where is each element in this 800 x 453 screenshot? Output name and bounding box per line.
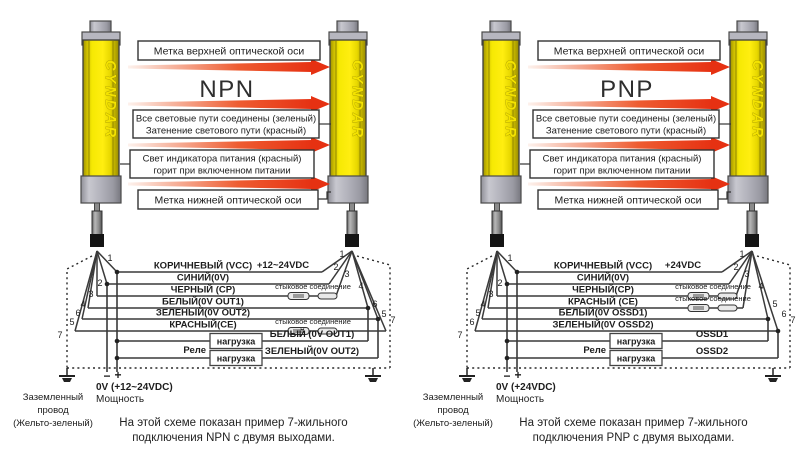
pin-number: 1 — [339, 249, 345, 259]
cable-plug-tip — [90, 234, 104, 247]
callout-text: Все световые пути соединены (зеленый) — [535, 113, 717, 125]
pin-number: 6 — [469, 317, 475, 327]
relay-label: Реле — [583, 345, 606, 356]
wire-label: ЧЕРНЫЙ (СР) — [170, 284, 236, 296]
pin-number: 4 — [480, 299, 486, 309]
cable-plug — [92, 211, 102, 235]
callout-text: Метка нижней оптической оси — [154, 194, 302, 207]
output-label: OSSD2 — [695, 346, 729, 357]
brand-text: CYNDAR — [349, 60, 365, 141]
pin-number: 6 — [75, 308, 81, 318]
pin-number: 4 — [80, 299, 86, 309]
tower-bottom-cap — [328, 176, 368, 203]
power-word-label: Мощность — [496, 394, 545, 405]
junction-dot — [776, 329, 781, 334]
power-plus-sign: + — [514, 368, 522, 382]
pin-number: 7 — [457, 330, 463, 340]
ground-symbol — [459, 368, 475, 382]
splice-sleeve-band — [293, 294, 304, 298]
wire-label: ЗЕЛЕНЫЙ(0V OUT2) — [155, 307, 251, 319]
cable-plug — [747, 211, 757, 235]
output-label: ЗЕЛЕНЫЙ(0V OUT2) — [264, 346, 360, 357]
pin-number: 6 — [781, 309, 787, 319]
junction-dot — [505, 356, 510, 361]
ground-wire-label: (Жельто-зеленый) — [13, 418, 93, 429]
transmitter-tower — [81, 21, 121, 247]
junction-dot — [505, 282, 510, 287]
arrow-body — [128, 62, 312, 72]
callout-text: Свет индикатора питания (красный) — [542, 153, 702, 165]
splice-sleeve — [318, 293, 337, 299]
arrow-head — [311, 59, 330, 75]
junction-dot — [366, 306, 371, 311]
arrow-body — [528, 179, 712, 189]
pin-number: 7 — [390, 315, 396, 325]
pin-number: 2 — [733, 262, 739, 272]
wire-label: КОРИЧНЕВЫЙ (VCC) — [153, 260, 253, 272]
tower-bottom-cap — [728, 176, 768, 203]
load-label: нагрузка — [616, 336, 656, 347]
pin-number: 5 — [772, 299, 778, 309]
pin-number: 4 — [758, 281, 764, 291]
wire-label: СИНИЙ(0V) — [176, 272, 230, 284]
wire-label: БЕЛЫЙ(0V OUT1) — [162, 296, 244, 308]
pin-number: 3 — [88, 289, 94, 299]
output-label: OSSD1 — [695, 329, 729, 340]
splice-sleeve — [718, 305, 737, 311]
pin-number: 5 — [475, 308, 481, 318]
output-label: БЕЛЫЙ (0V OUT1) — [269, 329, 355, 340]
wire-label: ЧЕРНЫЙ(СР) — [572, 284, 634, 296]
wire-label: КОРИЧНЕВЫЙ (VCC) — [553, 260, 653, 272]
receiver-tower — [728, 21, 768, 247]
splice-label: стыковое соединение — [675, 282, 751, 291]
ground-bar — [462, 378, 472, 382]
cable-plug — [347, 211, 357, 235]
panel-title: PNP — [600, 76, 654, 103]
ground-symbol — [365, 368, 381, 382]
callout-beam-status — [533, 110, 719, 138]
power-word-label: Мощность — [96, 394, 145, 405]
arrow-body — [128, 140, 312, 150]
pin-number: 3 — [344, 269, 350, 279]
callout-text: Затенение светового пути (красный) — [145, 125, 307, 137]
callout-text: Все световые пути соединены (зеленый) — [135, 113, 317, 125]
callout-bottom-axis — [538, 190, 718, 209]
pin-number: 7 — [57, 330, 63, 340]
ground-wire-label: Заземленный — [22, 392, 84, 403]
pin-number: 2 — [333, 262, 339, 272]
wire-label: СИНИЙ(0V) — [576, 272, 630, 284]
supply-voltage-label: +24VDC — [664, 260, 702, 271]
junction-dot — [515, 270, 520, 275]
load-label: нагрузка — [216, 336, 256, 347]
relay-label: Реле — [183, 345, 206, 356]
caption-line-2: подключения PNP с двумя выходами. — [532, 432, 735, 445]
splice-label: стыковое соединение — [275, 282, 351, 291]
caption-npn — [75, 416, 392, 446]
callout-text: Метка нижней оптической оси — [554, 194, 702, 207]
wire-label: БЕЛЫЙ(0V OSSD1) — [558, 307, 648, 319]
red-beam-arrow — [528, 59, 730, 75]
power-minus-sign: − — [503, 369, 511, 383]
pin-number: 5 — [381, 309, 387, 319]
callout-text: Затенение светового пути (красный) — [545, 125, 707, 137]
load-label: нагрузка — [216, 353, 256, 364]
caption-pnp — [475, 416, 792, 446]
ground-wire-label: провод — [437, 405, 469, 416]
power-minus-sign: − — [103, 369, 111, 383]
splice-label: стыковое соединение — [275, 317, 351, 326]
panel-pnp — [400, 0, 800, 453]
junction-dot — [115, 356, 120, 361]
pin-number: 1 — [507, 253, 513, 263]
ground-bar — [368, 378, 378, 382]
callout-text: горит при включенном питании — [553, 165, 691, 177]
ground-symbol — [59, 368, 75, 382]
splice-sleeve-band — [693, 306, 704, 310]
ground-wire-label: Заземленный — [422, 392, 484, 403]
caption-line-1: На этой схеме показан пример 7-жильного — [519, 417, 748, 429]
cable-plug-tip — [490, 234, 504, 247]
ground-wire-label: провод — [37, 405, 69, 416]
arrow-body — [528, 62, 712, 72]
junction-dot — [505, 339, 510, 344]
power-voltage-label: 0V (+24VDC) — [496, 382, 556, 393]
ground-bar — [768, 378, 778, 382]
red-beam-arrow — [128, 59, 330, 75]
junction-dot — [105, 282, 110, 287]
transmitter-tower — [481, 21, 521, 247]
power-plus-sign: + — [114, 368, 122, 382]
callout-top-axis — [538, 41, 720, 60]
caption-line-1: На этой схеме показан пример 7-жильного — [119, 417, 348, 429]
pin-number: 2 — [97, 278, 103, 288]
cable-plug-tip — [745, 234, 759, 247]
ground-bar — [62, 378, 72, 382]
supply-voltage-label: +12~24VDC — [256, 260, 310, 271]
callout-text: горит при включенном питании — [153, 165, 291, 177]
pin-number: 6 — [372, 299, 378, 309]
cable-plug-tip — [345, 234, 359, 247]
power-voltage-label: 0V (+12~24VDC) — [96, 382, 173, 393]
load-label: нагрузка — [616, 353, 656, 364]
pin-number: 4 — [358, 281, 364, 291]
arrow-body — [528, 140, 712, 150]
pin-number: 1 — [739, 249, 745, 259]
panel-title: NPN — [199, 76, 255, 103]
brand-text: CYNDAR — [102, 60, 118, 141]
wire-label: КРАСНЫЙ (СЕ) — [568, 296, 638, 308]
pnp-wiring-diagram — [400, 0, 800, 453]
callout-text: Свет индикатора питания (красный) — [142, 153, 302, 165]
callout-top-axis — [138, 41, 320, 60]
splice-label: стыковое соединение — [675, 294, 751, 303]
pin-number: 1 — [107, 253, 113, 263]
wire-fan-right — [352, 251, 368, 308]
pin-number: 2 — [497, 278, 503, 288]
junction-dot — [766, 317, 771, 322]
tower-bottom-cap — [481, 176, 521, 203]
ground-wire-label: (Жельто-зеленый) — [413, 418, 493, 429]
receiver-tower — [328, 21, 368, 247]
caption-line-2: подключения NPN с двумя выходами. — [132, 432, 335, 445]
callout-bottom-axis — [138, 190, 318, 209]
callout-text: Метка верхней оптической оси — [553, 45, 705, 58]
pin-number: 3 — [744, 269, 750, 279]
ground-symbol — [765, 368, 781, 382]
pin-number: 3 — [488, 289, 494, 299]
tower-bottom-cap — [81, 176, 121, 203]
cable-plug — [492, 211, 502, 235]
brand-text: CYNDAR — [502, 60, 518, 141]
junction-dot — [115, 339, 120, 344]
wire-label: КРАСНЫЙ(СЕ) — [169, 319, 237, 331]
junction-dot — [115, 270, 120, 275]
pin-number: 7 — [790, 315, 796, 325]
callout-text: Метка верхней оптической оси — [153, 45, 305, 58]
callout-power-indicator — [130, 150, 314, 178]
brand-text: CYNDAR — [749, 60, 765, 141]
pin-number: 5 — [69, 317, 75, 327]
callout-beam-status — [133, 110, 319, 138]
wire-label: ЗЕЛЕНЫЙ(0V OSSD2) — [552, 319, 654, 331]
callout-power-indicator — [530, 150, 714, 178]
arrow-body — [128, 179, 312, 189]
arrow-head — [711, 59, 730, 75]
